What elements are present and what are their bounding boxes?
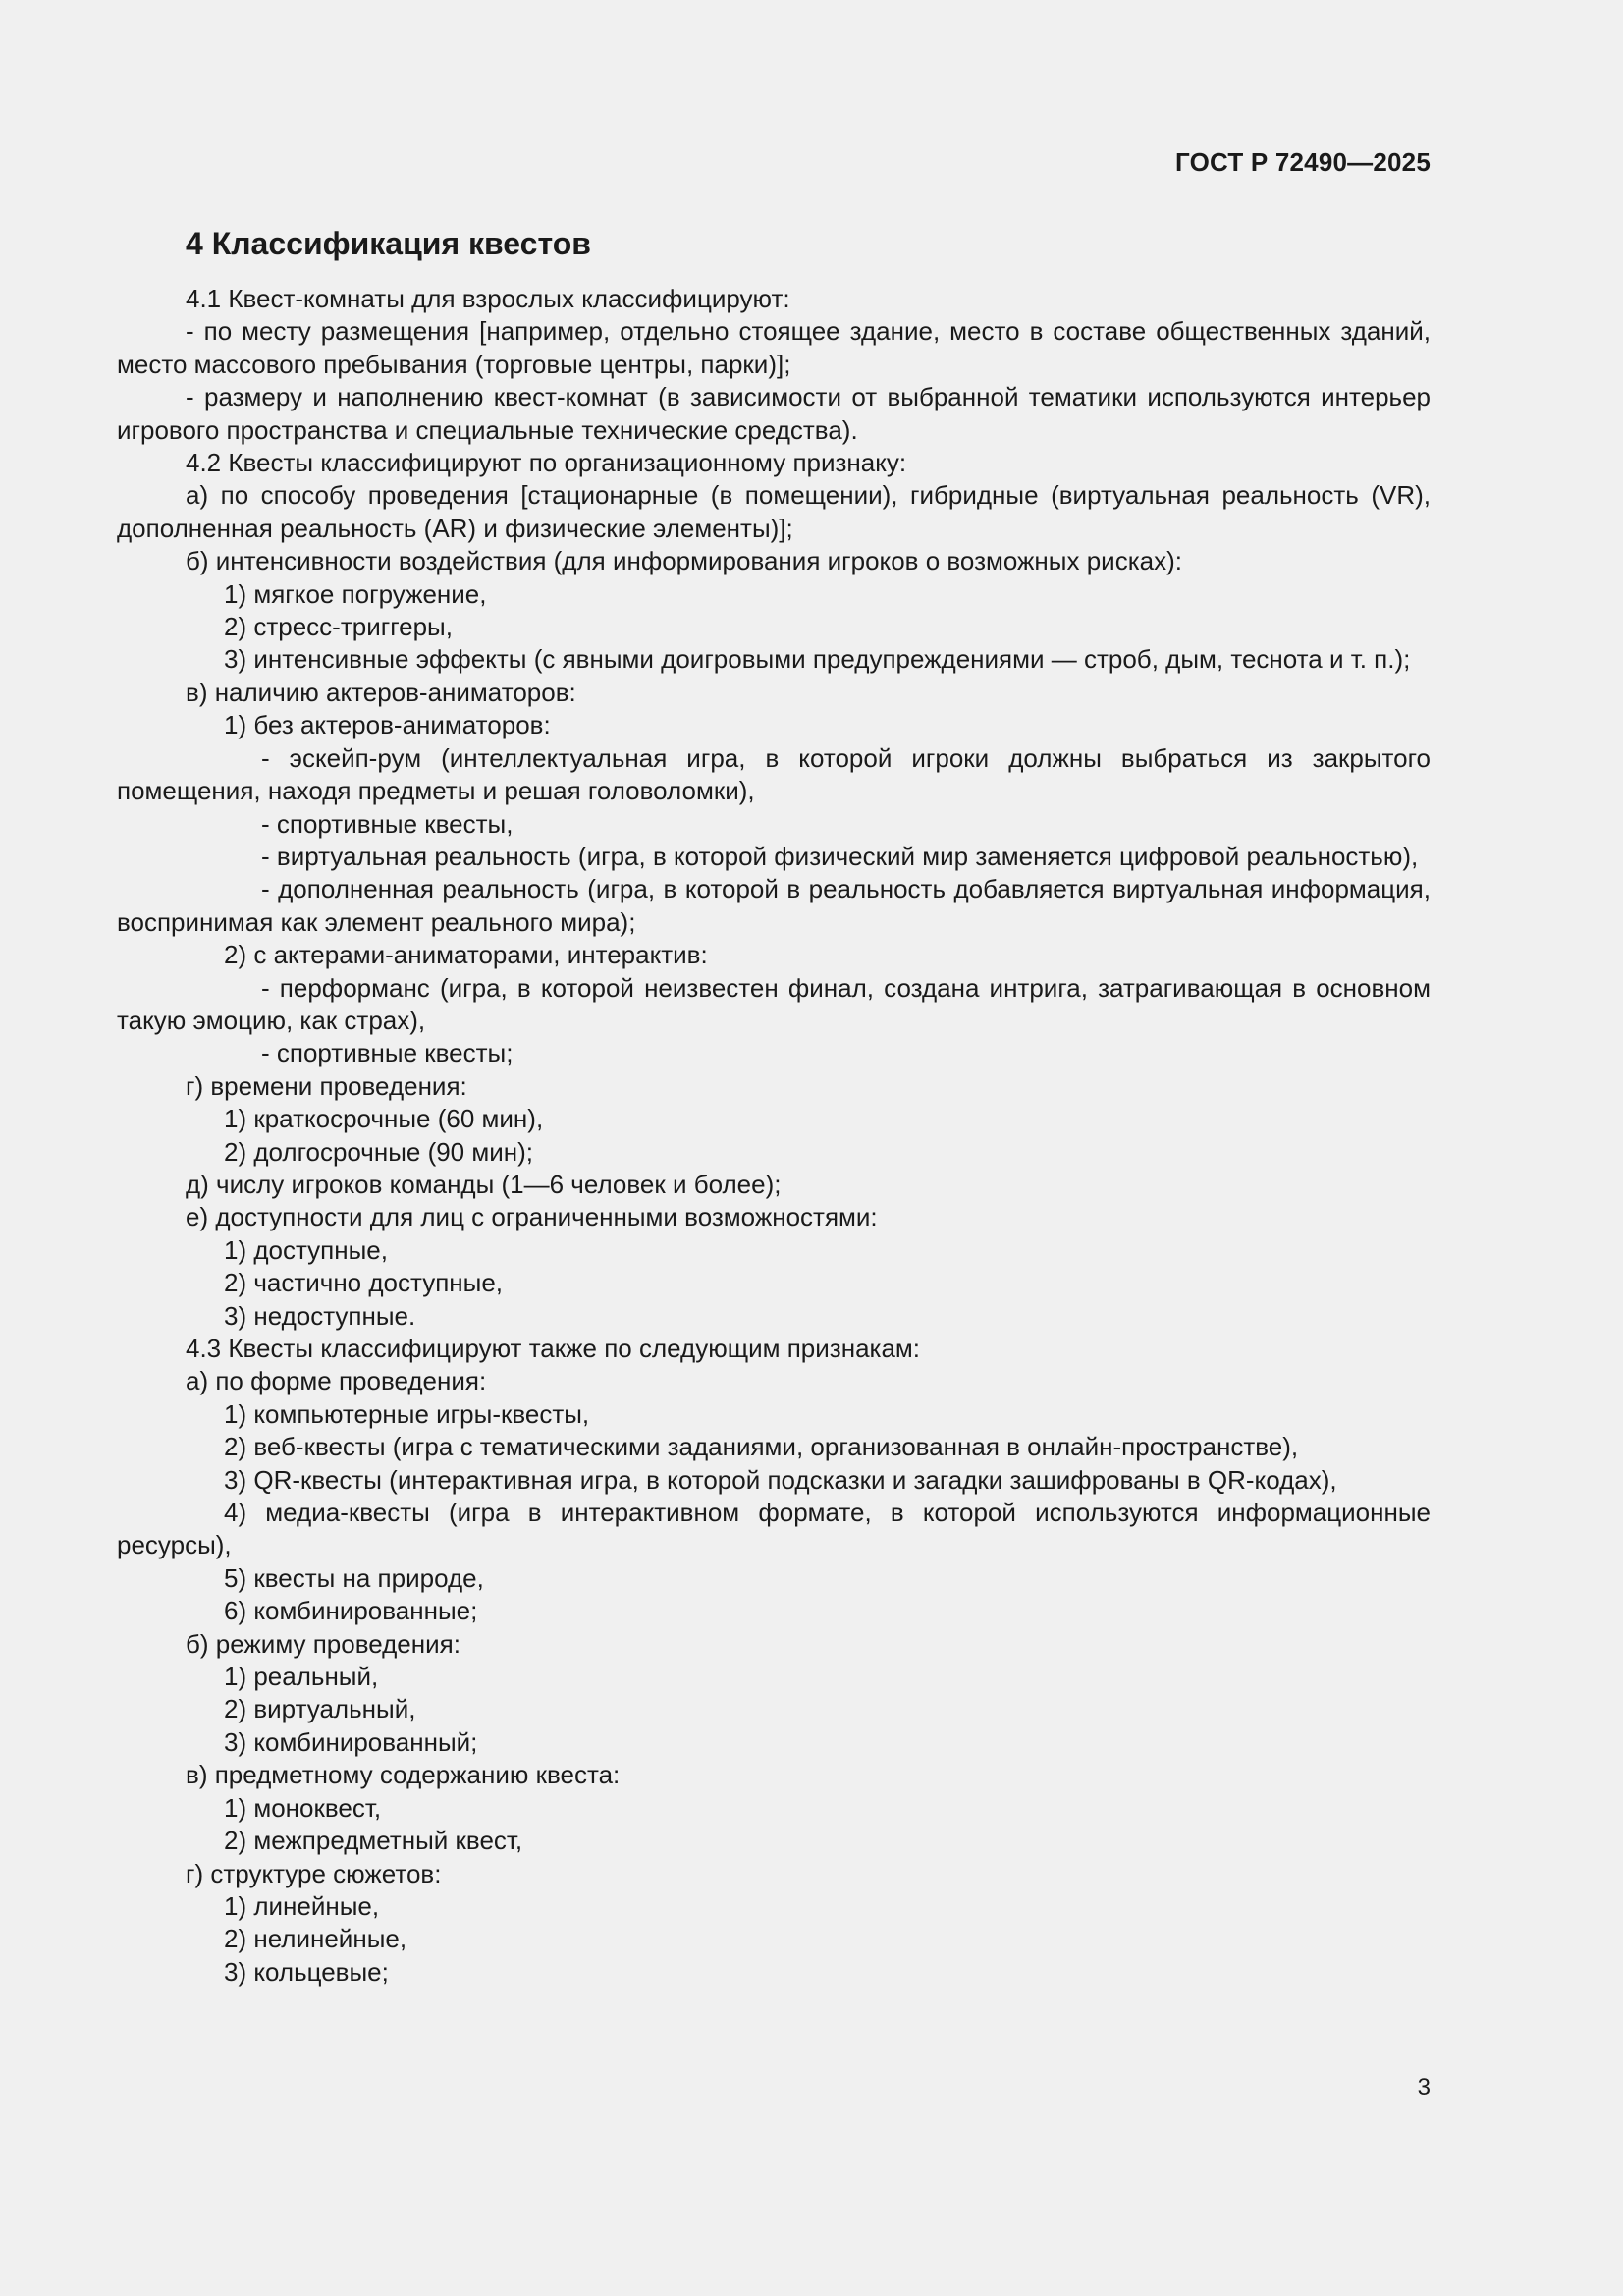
paragraph: 1) без актеров-аниматоров: — [224, 710, 551, 740]
paragraph: 5) квесты на природе, — [224, 1562, 484, 1593]
paragraph: а) по способу проведения [стационарные (в помещении), гибридные (виртуальная реальность (VR), дополненная реальность (AR) и физические элементы)]; — [117, 480, 1431, 543]
paragraph: г) структуре сюжетов: — [186, 1858, 442, 1888]
paragraph: 1) реальный, — [224, 1662, 379, 1692]
standard-header: ГОСТ Р 72490—2025 — [1175, 147, 1431, 177]
paragraph: 1) доступные, — [224, 1234, 388, 1265]
paragraph: б) режиму проведения: — [186, 1628, 460, 1659]
paragraph: 3) QR-квесты (интерактивная игра, в которой подсказки и загадки зашифрованы в QR-кодах), — [224, 1464, 1337, 1495]
paragraph: - виртуальная реальность (игра, в которой физический мир заменяется цифровой реальностью), — [261, 841, 1419, 871]
paragraph: 3) недоступные. — [224, 1300, 416, 1331]
paragraph: 4.3 Квесты классифицируют также по следующим признакам: — [186, 1334, 921, 1363]
paragraph: 3) комбинированный; — [224, 1726, 478, 1757]
paragraph: е) доступности для лиц с ограниченными возможностями: — [186, 1202, 878, 1232]
paragraph: 1) линейные, — [224, 1890, 380, 1921]
paragraph: 2) нелинейные, — [224, 1924, 407, 1954]
paragraph: - размеру и наполнению квест-комнат (в зависимости от выбранной тематики используются интерьер игрового пространства и специальные технические средства). — [117, 382, 1431, 445]
paragraph: - эскейп-рум (интеллектуальная игра, в которой игроки должны выбраться из закрытого помещения, находя предметы и решая головоломки), — [117, 742, 1431, 806]
section-content — [117, 222, 1431, 1989]
paragraph: д) числу игроков команды (1—6 человек и более); — [186, 1169, 782, 1199]
paragraph: г) времени проведения: — [186, 1070, 467, 1101]
paragraph: - по месту размещения [например, отдельно стоящее здание, место в составе общественных зданий, место массового пребывания (торговые центры, парки)]; — [117, 316, 1431, 379]
paragraph: 4.2 Квесты классифицируют по организационному признаку: — [186, 448, 907, 478]
paragraph: 2) виртуальный, — [224, 1694, 416, 1724]
paragraph: 4.1 Квест-комнаты для взрослых классифицируют: — [186, 284, 790, 313]
page-number: 3 — [1417, 2074, 1431, 2101]
paragraph: 2) долгосрочные (90 мин); — [224, 1136, 534, 1167]
paragraph: 2) частично доступные, — [224, 1268, 504, 1298]
paragraph: а) по форме проведения: — [186, 1366, 487, 1396]
paragraph: 2) межпредметный квест, — [224, 1826, 523, 1856]
paragraph: 2) с актерами-аниматорами, интерактив: — [224, 940, 708, 970]
paragraph: - перформанс (игра, в которой неизвестен финал, создана интрига, затрагивающая в основном такую эмоцию, как страх), — [117, 972, 1431, 1035]
paragraph: - спортивные квесты, — [261, 808, 514, 839]
paragraph: 1) мягкое погружение, — [224, 578, 487, 609]
paragraph: 1) моноквест, — [224, 1792, 382, 1823]
paragraph: в) предметному содержанию квеста: — [186, 1760, 621, 1790]
paragraph-list — [117, 283, 1431, 1989]
paragraph: - спортивные квесты; — [261, 1038, 514, 1068]
paragraph: 2) стресс-триггеры, — [224, 612, 453, 642]
paragraph: 6) комбинированные; — [224, 1596, 478, 1626]
paragraph: 3) интенсивные эффекты (с явными доигровыми предупреждениями — строб, дым, теснота и т. п.); — [224, 644, 1411, 675]
paragraph: 4) медиа-квесты (игра в интерактивном формате, в которой используются информационные ресурсы), — [117, 1498, 1431, 1560]
paragraph: б) интенсивности воздействия (для информирования игроков о возможных рисках): — [186, 546, 1182, 576]
paragraph: 1) компьютерные игры-квесты, — [224, 1398, 590, 1429]
section-title: 4 Классификация квестов — [186, 226, 591, 261]
paragraph: 3) кольцевые; — [224, 1956, 389, 1987]
paragraph: в) наличию актеров-аниматоров: — [186, 677, 576, 707]
paragraph: - дополненная реальность (игра, в которой в реальность добавляется виртуальная информация, воспринимая как элемент реального мира); — [117, 874, 1431, 937]
paragraph: 1) краткосрочные (60 мин), — [224, 1104, 544, 1134]
paragraph: 2) веб-квесты (игра с тематическими заданиями, организованная в онлайн-пространстве), — [224, 1432, 1299, 1462]
